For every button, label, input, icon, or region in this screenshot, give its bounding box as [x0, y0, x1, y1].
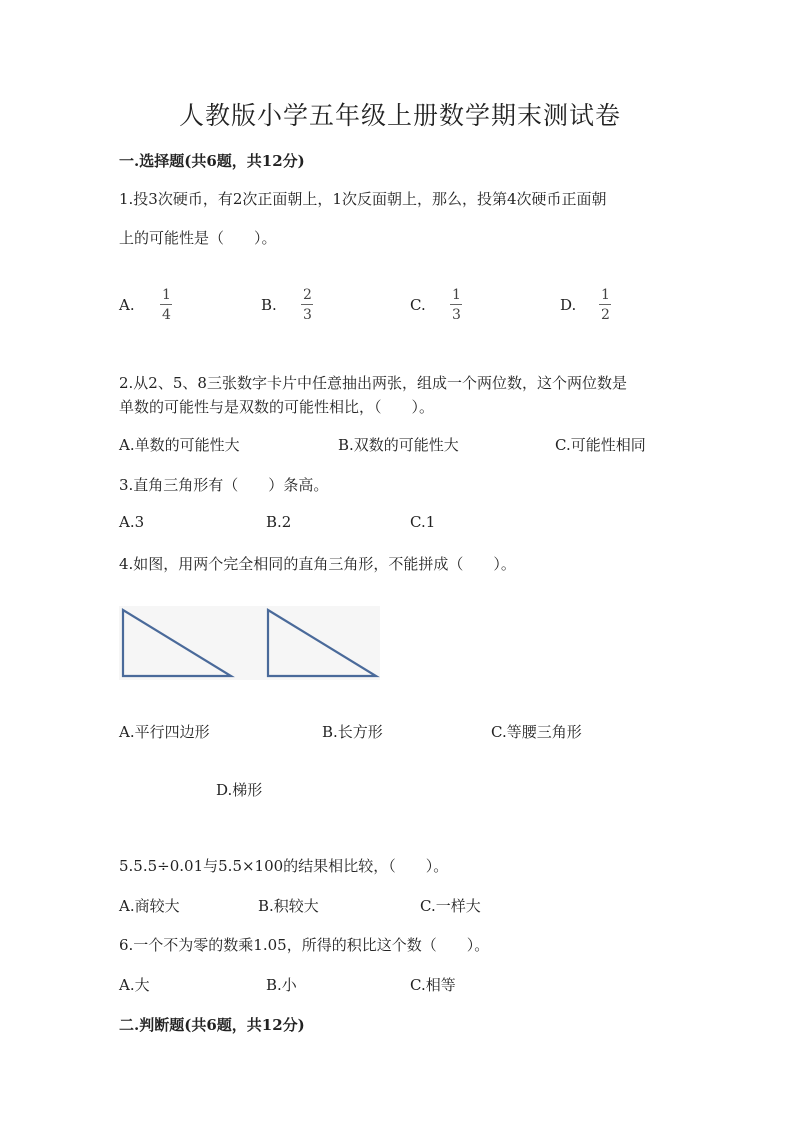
q1-option-b-label: B. — [261, 296, 277, 314]
q1-option-d-fraction — [599, 288, 612, 322]
fraction-denominator: 3 — [452, 307, 461, 323]
right-triangle-left — [123, 610, 231, 676]
two-right-triangles-figure — [119, 606, 380, 680]
q5-option-c: C.一样大 — [420, 897, 481, 915]
q4-option-d: D.梯形 — [216, 781, 263, 799]
section-heading-judgement: 二.判断题(共6题，共12分) — [119, 1016, 305, 1034]
fraction-numerator: 1 — [601, 287, 610, 303]
question-1-line-1: 1.投3次硬币，有2次正面朝上，1次反面朝上，那么，投第4次硬币正面朝 — [119, 190, 607, 208]
fraction-numerator: 1 — [162, 287, 171, 303]
q4-option-a: A.平行四边形 — [119, 723, 210, 741]
fraction-denominator: 4 — [162, 307, 171, 323]
q2-option-b: B.双数的可能性大 — [338, 436, 459, 454]
triangles-svg — [119, 606, 380, 680]
q4-option-b: B.长方形 — [322, 723, 383, 741]
q6-option-a: A.大 — [119, 976, 150, 994]
question-6-text: 6.一个不为零的数乘1.05，所得的积比这个数（ ）。 — [119, 936, 490, 954]
q2-option-a: A.单数的可能性大 — [119, 436, 240, 454]
q1-option-d-label: D. — [560, 296, 577, 314]
q6-option-b: B.小 — [266, 976, 297, 994]
page-title: 人教版小学五年级上册数学期末测试卷 — [178, 101, 621, 130]
question-5-text: 5.5.5÷0.01与5.5×100的结果相比较，（ ）。 — [119, 857, 449, 875]
right-triangle-right — [268, 610, 376, 676]
q5-option-a: A.商较大 — [119, 897, 180, 915]
question-1-line-2: 上的可能性是（ ）。 — [119, 229, 277, 247]
fraction-denominator: 2 — [601, 307, 610, 323]
q3-option-b: B.2 — [266, 513, 292, 531]
q1-option-a-fraction — [160, 288, 173, 322]
question-2-line-1: 2.从2、5、8三张数字卡片中任意抽出两张，组成一个两位数，这个两位数是 — [119, 374, 627, 392]
q5-option-b: B.积较大 — [258, 897, 319, 915]
question-2-line-2: 单数的可能性与是双数的可能性相比，（ ）。 — [119, 398, 435, 416]
q4-option-c: C.等腰三角形 — [491, 723, 582, 741]
q3-option-a: A.3 — [119, 513, 145, 531]
q1-option-b-fraction — [301, 288, 314, 322]
fraction-denominator: 3 — [303, 307, 312, 323]
q1-option-c-fraction — [450, 288, 463, 322]
q3-option-c: C.1 — [410, 513, 436, 531]
q6-option-c: C.相等 — [410, 976, 456, 994]
fraction-numerator: 1 — [452, 287, 461, 303]
question-3-text: 3.直角三角形有（ ）条高。 — [119, 476, 329, 494]
fraction-numerator: 2 — [303, 287, 312, 303]
q1-option-a-label: A. — [119, 296, 135, 314]
question-4-text: 4.如图，用两个完全相同的直角三角形，不能拼成（ ）。 — [119, 555, 516, 573]
q1-option-c-label: C. — [410, 296, 426, 314]
q2-option-c: C.可能性相同 — [555, 436, 646, 454]
section-heading-choice: 一.选择题(共6题，共12分) — [119, 152, 305, 170]
